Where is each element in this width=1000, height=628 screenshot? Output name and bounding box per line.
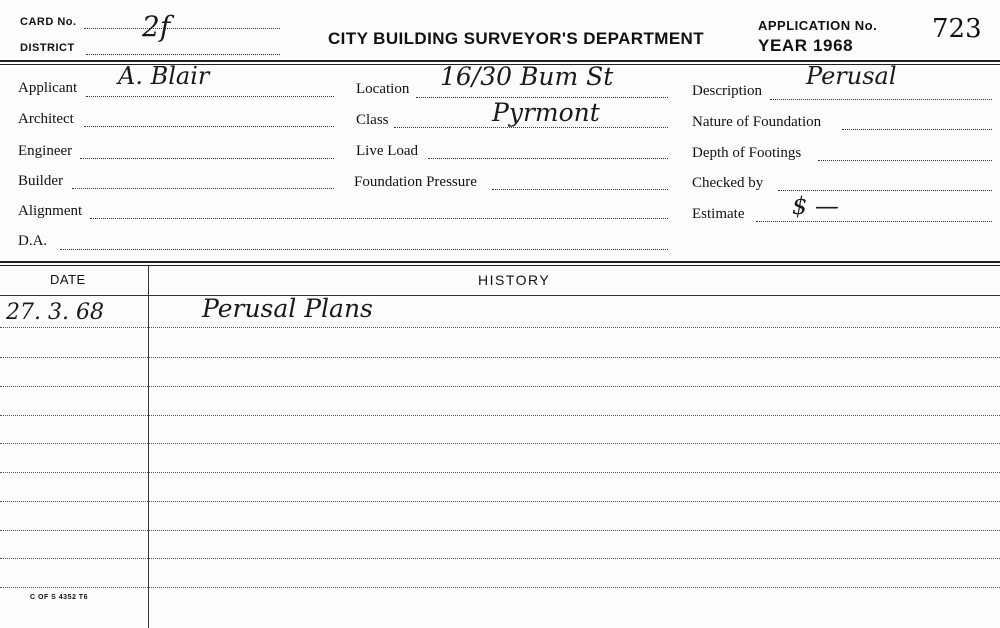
applicant-label: Applicant	[18, 80, 78, 96]
nature-of-foundation-label: Nature of Foundation	[692, 114, 822, 130]
engineer-line	[80, 158, 334, 159]
estimate-label: Estimate	[692, 206, 745, 222]
date-column-header: DATE	[50, 272, 86, 287]
history-entry-date: 27. 3. 68	[6, 300, 104, 325]
da-line	[60, 249, 668, 250]
alignment-line	[90, 218, 668, 219]
application-no-label: APPLICATION No.	[758, 18, 878, 33]
applicant-value: A. Blair	[118, 62, 210, 90]
checked-by-line	[778, 190, 992, 191]
location-label: Location	[356, 81, 410, 97]
nature-of-foundation-line	[842, 129, 992, 130]
district-label: DISTRICT	[20, 42, 75, 54]
card-no-line	[84, 28, 280, 29]
engineer-label: Engineer	[18, 143, 73, 159]
da-label: D.A.	[18, 233, 48, 249]
history-column-header: HISTORY	[478, 272, 551, 288]
form-code: C OF S 4352 T6	[30, 594, 88, 601]
description-line	[770, 99, 992, 100]
architect-line	[84, 126, 334, 127]
location-value: 16/30 Bum St	[440, 62, 614, 91]
live-load-label: Live Load	[356, 143, 419, 159]
architect-label: Architect	[18, 111, 74, 127]
applicant-line	[86, 96, 334, 97]
builder-line	[72, 188, 334, 189]
depth-of-footings-line	[818, 160, 992, 161]
application-no-value: 723	[932, 14, 982, 44]
checked-by-label: Checked by	[692, 175, 764, 191]
card-no-value: 2f	[142, 10, 171, 43]
foundation-pressure-line	[492, 189, 668, 190]
column-divider	[148, 266, 149, 628]
live-load-line	[428, 158, 668, 159]
history-header-rule	[0, 295, 1000, 296]
class-label: Class	[356, 112, 389, 128]
history-rule-bottom	[0, 265, 1000, 266]
department-title: CITY BUILDING SURVEYOR'S DEPARTMENT	[328, 29, 705, 48]
district-line	[86, 54, 280, 55]
depth-of-footings-label: Depth of Footings	[692, 145, 802, 161]
description-value: Perusal	[806, 62, 897, 90]
description-label: Description	[692, 83, 762, 99]
foundation-pressure-label: Foundation Pressure	[354, 174, 477, 190]
history-entry-text: Perusal Plans	[202, 294, 373, 323]
location-value-line2: Pyrmont	[492, 98, 600, 127]
estimate-line	[756, 221, 992, 222]
card-no-label: CARD No.	[20, 16, 77, 28]
history-rule-top	[0, 261, 1000, 263]
estimate-value: $ —	[792, 192, 839, 220]
class-line	[394, 127, 668, 128]
builder-label: Builder	[18, 173, 63, 189]
year-label: YEAR 1968	[758, 36, 854, 55]
alignment-label: Alignment	[18, 203, 83, 219]
